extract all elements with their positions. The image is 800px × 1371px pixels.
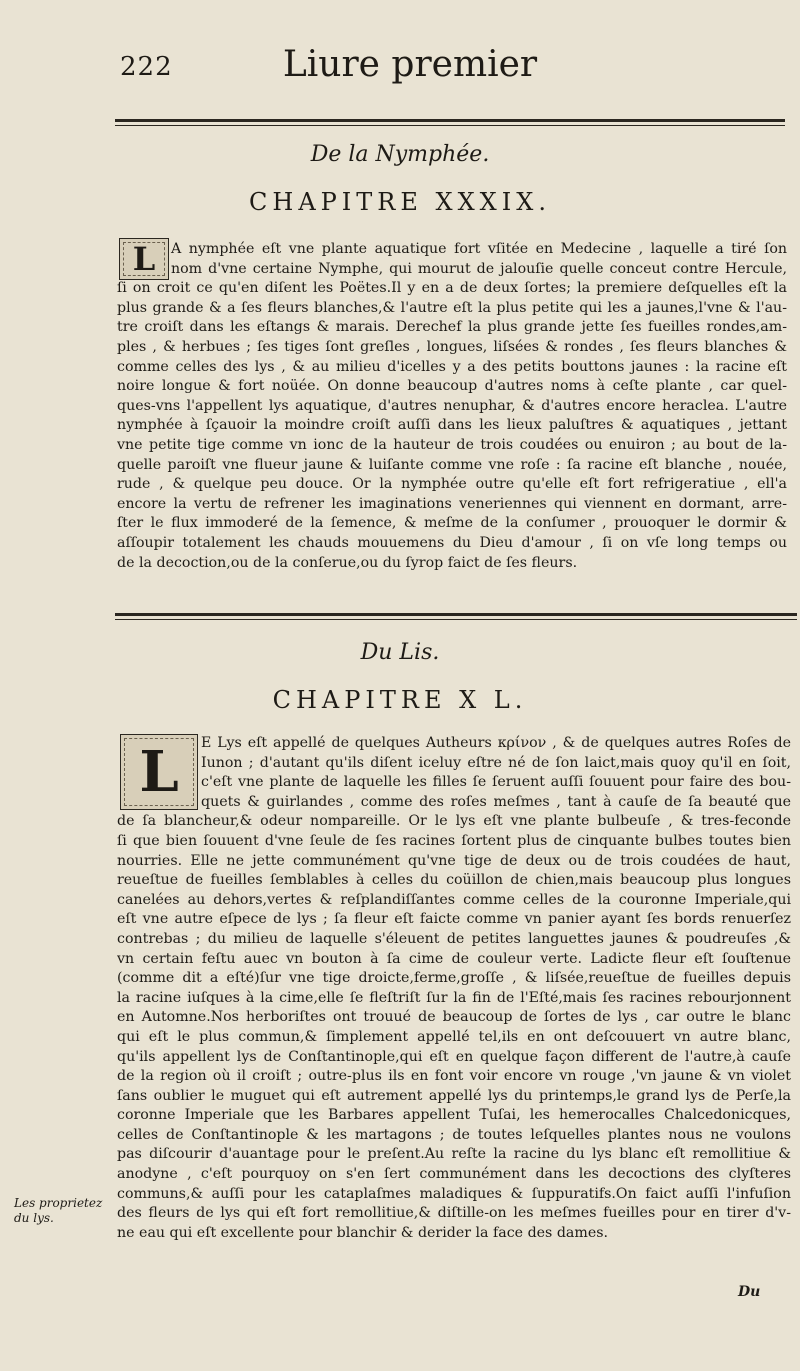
text-line: canelées au dehors,vertes & reſplandiſſantes comme celles de la couronne Imperiale,qui xyxy=(117,891,791,908)
running-head: Liure premier xyxy=(282,44,538,85)
section-divider-rule-thin xyxy=(115,619,797,620)
text-line: pas diſcourir d'auantage pour le preſent.Au reſte la racine du lys blanc eſt remollitiue & xyxy=(117,1146,791,1163)
text-line: ques-vns l'appellent lys aquatique, d'autres nenuphar, & d'autres encore heraclea. L'autre xyxy=(117,397,787,414)
text-line: qu'ils appellent lys de Conſtantinople,qui eſt en quelque façon different de l'autre,à cauſe xyxy=(117,1048,791,1065)
text-line: des fleurs de lys qui eſt fort remollitiue,& diſtille-on les meſmes fueilles pour en tirer d'v- xyxy=(117,1205,791,1222)
text-line: rude , & quelque peu douce. Or la nymphée outre qu'elle eſt fort refrigeratiue , ell'a xyxy=(117,476,787,493)
text-line: ples , & herbues ; ſes tiges ſont greſles , longues, liſsées & rondes , ſes fleurs blanches & xyxy=(117,338,787,355)
catchword: Du xyxy=(738,1284,761,1300)
section-title-lis: Du Lis. xyxy=(360,640,440,665)
text-line: aſſoupir totalement les chauds mouuemens du Dieu d'amour , ſi on vſe long temps ou xyxy=(117,534,787,551)
text-line: noire longue & fort noüée. On donne beaucoup d'autres noms à ceſte plante , car quel- xyxy=(117,378,787,395)
text-line: quelle paroiſt vne flueur jaune & luiſante comme vne roſe : ſa racine eſt blanche , nouée, xyxy=(117,456,787,473)
text-line: c'eſt vne plante de laquelle les filles ſe ſeruent auſſi ſouuent pour faire des bou- xyxy=(201,774,791,791)
chapter-heading-39: CHAPITRE XXXIX. xyxy=(249,188,551,216)
text-line: reueſtue de fueilles ſemblables à celles du coüillon de chien,mais beaucoup plus longues xyxy=(117,872,791,889)
text-line: (comme dit a eſté)ſur vne tige droicte,ferme,groſſe , & liſsée,reueſtue de fueilles depuis xyxy=(117,970,791,987)
page-number: 222 xyxy=(120,52,173,82)
text-line: A nymphée eſt vne plante aquatique fort vſitée en Medecine , laquelle a tiré ſon xyxy=(171,241,787,257)
section-divider-rule xyxy=(115,613,797,616)
text-line: E Lys eſt appellé de quelques Autheurs κρίνον , & de quelques autres Roſes de xyxy=(201,735,791,751)
text-line: ſter le flux immoderé de la ſemence, & meſme de la conſumer , prouoquer le dormir & xyxy=(117,515,787,532)
text-line: vne petite tige comme vn ionc de la hauteur de trois coudées ou enuiron ; au bout de la- xyxy=(117,436,787,453)
text-line: la racine iuſques à la cime,elle ſe fleſtriſt ſur la fin de l'Eſté,mais ſes racines rebourjonnent xyxy=(117,989,791,1006)
text-line: contrebas ; du milieu de laquelle s'éleuent de petites languettes jaunes & poudreuſes ,& xyxy=(117,930,791,947)
text-line: de ſa blancheur,& odeur nompareille. Or le lys eſt vne plante bulbeuſe , & tres-feconde xyxy=(117,813,791,830)
chapter-39-text xyxy=(117,240,787,573)
text-line: nom d'vne certaine Nymphe, qui mourut de jalouſie quelle conceut contre Hercule, xyxy=(171,260,787,277)
text-line: encore la vertu de refrener les imaginations veneriennes qui viennent en dormant, arre- xyxy=(117,495,787,512)
text-line: vn certain feſtu auec vn bouton à ſa cime de couleur verte. Ladicte fleur eſt ſouſtenue xyxy=(117,950,791,967)
top-rule-thin xyxy=(115,125,785,126)
text-line: nourries. Elle ne jette communément qu'vne tige de deux ou de trois coudées de haut, xyxy=(117,852,791,869)
text-line: plus grande & a ſes fleurs blanches,& l'autre eſt la plus petite qui les a jaunes,l'vne & l'au- xyxy=(117,299,787,316)
dropcap-letter: L xyxy=(139,739,179,805)
text-line: ſi on croit ce qu'en diſent les Poëtes.Il y en a de deux ſortes; la premiere deſquelles eſt la xyxy=(117,280,787,297)
margin-note: Les proprietez du lys. xyxy=(14,1196,103,1225)
text-line: de la decoction,ou de la conſerue,ou du ſyrop faict de ſes fleurs. xyxy=(117,554,578,571)
section-title-nymphee: De la Nymphée. xyxy=(310,142,490,167)
text-line: en Automne.Nos herboriſtes ont trouué de beaucoup de ſortes de lys , car outre le blanc xyxy=(117,1009,791,1026)
top-rule xyxy=(115,119,785,122)
text-line: ne eau qui eſt excellente pour blanchir & derider la face des dames. xyxy=(117,1224,609,1241)
text-line: eſt vne autre eſpece de lys ; ſa fleur eſt faicte comme vn panier ayant ſes bords renuerſez xyxy=(117,911,791,928)
dropcap-letter: L xyxy=(132,240,156,278)
text-line: ſi que bien ſouuent d'vne ſeule de ſes racines ſortent plus de cinquante bulbes toutes bien xyxy=(117,832,791,849)
text-line: anodyne , c'eſt pourquoy on s'en ſert communément dans les decoctions des clyſteres xyxy=(117,1166,791,1183)
chapter-40-text xyxy=(117,734,791,1243)
text-line: celles de Conſtantinople & les martagons ; de toutes leſquelles plantes nous ne voulons xyxy=(117,1126,791,1143)
chapter-heading-40: CHAPITRE X L. xyxy=(272,686,528,714)
text-line: qui eſt le plus commun,& ſimplement appellé tel,ils en ont deſcouuert vn autre blanc, xyxy=(117,1028,791,1045)
text-line: comme celles des lys , & au milieu d'icelles y a des petits bouttons jaunes : la racine eſt xyxy=(117,358,787,375)
text-line: communs,& auſſi pour les cataplaſmes maladiques & ſuppuratifs.On faict auſſi l'infuſion xyxy=(117,1185,791,1202)
text-line: de la region où il croiſt ; outre-plus ils en font voir encore vn rouge ,'vn jaune & vn violet xyxy=(117,1068,791,1085)
text-line: Iunon ; d'autant qu'ils diſent iceluy eſtre né de ſon laict,mais quoy qu'il en ſoit, xyxy=(201,754,791,771)
text-line: tre croiſt dans les eſtangs & marais. Derechef la plus grande jette ſes fueilles rondes,am- xyxy=(117,319,787,336)
page-header xyxy=(0,42,800,92)
text-line: nymphée à ſçauoir la moindre croiſt auſſi dans les lieux paluſtres & aquatiques , jettant xyxy=(117,417,787,434)
text-line: coronne Imperiale que les Barbares appellent Tuſai, les hemerocalles Chalcedonicques, xyxy=(117,1107,791,1124)
text-line: ſans oublier le muguet qui eſt autrement appellé lys du printemps,le grand lys de Perſe,la xyxy=(117,1087,791,1104)
text-line: quets & guirlandes , comme des roſes meſmes , tant à cauſe de ſa beauté que xyxy=(201,793,791,810)
